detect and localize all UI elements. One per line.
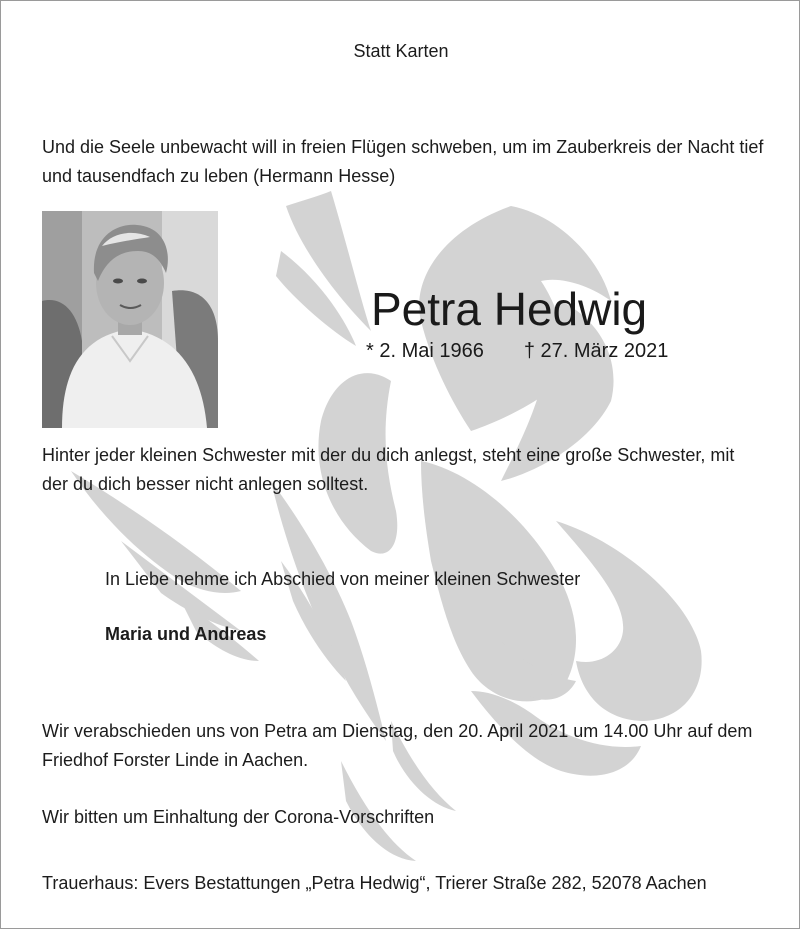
corona-notice: Wir bitten um Einhaltung der Corona-Vorschriften <box>42 807 435 827</box>
deceased-name: Petra Hedwig <box>371 283 648 335</box>
service-info: Wir verabschieden uns von Petra am Dienstag, den 20. April 2021 um 14.00 Uhr auf dem Friedhof Forster Linde in Aachen. <box>42 721 753 770</box>
sister-verse: Hinter jeder kleinen Schwester mit der du dich anlegst, steht eine große Schwester, mit der du dich besser nicht anlegen solltest. <box>42 445 735 494</box>
signers: Maria und Andreas <box>105 624 267 644</box>
life-dates <box>366 337 668 365</box>
farewell-line: In Liebe nehme ich Abschied von meiner kleinen Schwester <box>105 569 581 589</box>
portrait-photo <box>42 211 218 428</box>
death-date: † 27. März 2021 <box>523 340 669 362</box>
funeral-home-info: Trauerhaus: Evers Bestattungen „Petra Hedwig“, Trierer Straße 282, 52078 Aachen <box>42 873 707 893</box>
birth-date: * 2. Mai 1966 <box>366 340 484 362</box>
hesse-quote: Und die Seele unbewacht will in freien Flügen schweben, um im Zauberkreis der Nacht tief und tausendfach zu leben (Hermann Hesse) <box>42 137 764 186</box>
header-statt-karten: Statt Karten <box>353 41 449 61</box>
